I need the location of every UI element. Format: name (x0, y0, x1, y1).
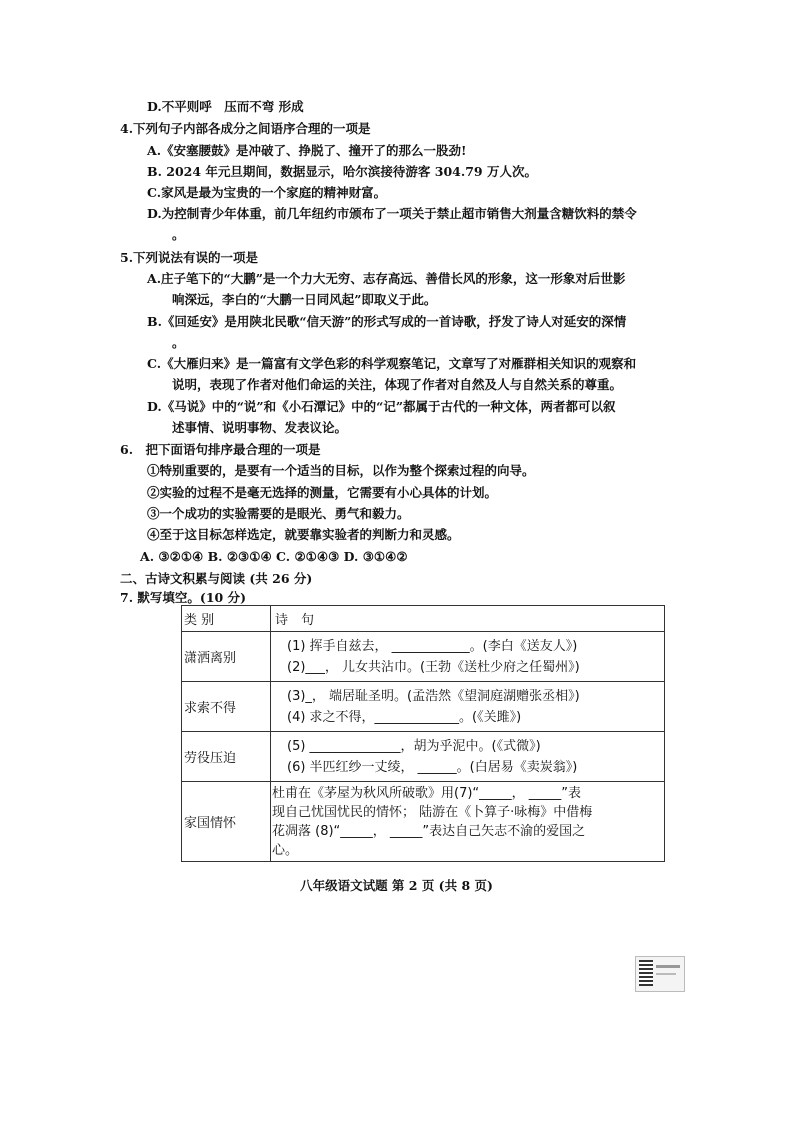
q5-title: 5.下列说法有误的一项是 (120, 250, 259, 265)
table-row (182, 782, 665, 862)
q6-sentence-1: ①特别重要的，是要有一个适当的目标，以作为整个探索过程的向导。 (147, 463, 535, 478)
q4-option-b: B. 2024 年元旦期间，数据显示，哈尔滨接待游客 304.79 万人次。 (147, 164, 537, 179)
q5-option-c: C.《大雁归来》是一篇富有文学色彩的科学观察笔记，文章写了对雁群相关知识的观察和 (147, 356, 637, 371)
q6-sentence-4: ④至于这目标怎样选定，就要靠实验者的判断力和灵感。 (147, 527, 460, 542)
q5-option-b-continued: 。 (172, 335, 185, 350)
q3-option-d: D.不平则呼 压而不弯 形成 (147, 99, 304, 114)
verse-line: (1) 挥手自兹去， ____________。(李白《送友人》) (287, 638, 578, 654)
q7-dictation-table (181, 605, 665, 862)
category-cell: 求索不得 (182, 682, 271, 732)
qr-caption-bar (656, 965, 680, 968)
section-2-heading: 二、古诗文积累与阅读 (共 26 分) (120, 571, 313, 586)
verse-line: (2)___， 儿女共沾巾。(王勃《送杜少府之任蜀州》) (287, 659, 580, 675)
verse-line: (4) 求之不得，_____________。(《关雎》) (287, 709, 522, 725)
q4-option-d-continued: 。 (172, 227, 185, 242)
verse-line: (6) 半匹红纱一丈绫， ______。(白居易《卖炭翁》) (287, 759, 578, 775)
category-cell: 家国情怀 (182, 782, 271, 862)
q6-title: 6. 把下面语句排序最合理的一项是 (120, 442, 321, 457)
header-verse: 诗 句 (271, 606, 665, 632)
q7-title: 7. 默写填空。(10 分) (120, 590, 246, 605)
verse-cell (271, 782, 665, 862)
header-category: 类 别 (182, 606, 271, 632)
q4-option-d: D.为控制青少年体重，前几年纽约市颁布了一项关于禁止超市销售大剂量含糖饮料的禁令 (147, 206, 637, 221)
verse-cell (271, 632, 665, 682)
verse-paragraph-line: 现自己忧国忧民的情怀； 陆游在《卜算子·咏梅》中借梅 (272, 804, 593, 820)
q5-option-a: A.庄子笔下的“大鹏”是一个力大无穷、志存高远、善借长风的形象，这一形象对后世影 (147, 271, 626, 286)
category-cell: 潇洒离别 (182, 632, 271, 682)
page-footer: 八年级语文试题 第 2 页 (共 8 页) (300, 878, 493, 893)
q5-option-b: B.《回延安》是用陕北民歌“信天游”的形式写成的一首诗歌，抒发了诗人对延安的深情 (147, 314, 627, 329)
q5-option-c-continued: 说明，表现了作者对他们命运的关注，体现了作者对自然及人与自然关系的尊重。 (172, 377, 623, 392)
q4-option-c: C.家风是最为宝贵的一个家庭的精神财富。 (147, 185, 387, 200)
q6-options: A. ③②①④ B. ②③①④ C. ②①④③ D. ③①④② (140, 549, 408, 564)
q5-option-d: D.《马说》中的“说”和《小石潭记》中的“记”都属于古代的一种文体，两者都可以叙 (147, 399, 616, 414)
q5-option-d-continued: 述事情、说明事物、发表议论。 (172, 420, 348, 435)
verse-line: (5) ______________，胡为乎泥中。(《式微》) (287, 738, 541, 754)
qr-caption-bar (656, 973, 676, 975)
table-header-row (182, 606, 665, 632)
verse-line: (3)_， 端居耻圣明。(孟浩然《望洞庭湖赠张丞相》) (287, 688, 580, 704)
category-cell: 劳役压迫 (182, 732, 271, 782)
verse-cell (271, 732, 665, 782)
verse-cell (271, 682, 665, 732)
q6-sentence-2: ②实验的过程不是毫无选择的测量，它需要有小心具体的计划。 (147, 485, 498, 500)
qr-code-thumbnail (635, 956, 685, 992)
table-row (182, 632, 665, 682)
q5-option-a-continued: 响深远，李白的“大鹏一日同风起”即取义于此。 (172, 292, 437, 307)
table-row (182, 682, 665, 732)
verse-paragraph-line: 杜甫在《茅屋为秋风所破歌》用(7)“_____， _____”表 (272, 785, 582, 801)
verse-paragraph-line: 花凋落 (8)“_____， _____”表达自己矢志不渝的爱国之 (272, 823, 586, 839)
q4-option-a: A.《安塞腰鼓》是冲破了、挣脱了、撞开了的那么一股劲! (147, 143, 467, 158)
verse-paragraph-line: 心。 (272, 842, 299, 858)
q6-sentence-3: ③一个成功的实验需要的是眼光、勇气和毅力。 (147, 506, 410, 521)
table-row (182, 732, 665, 782)
q4-title: 4.下列句子内部各成分之间语序合理的一项是 (120, 121, 371, 136)
qr-pattern (639, 960, 653, 986)
